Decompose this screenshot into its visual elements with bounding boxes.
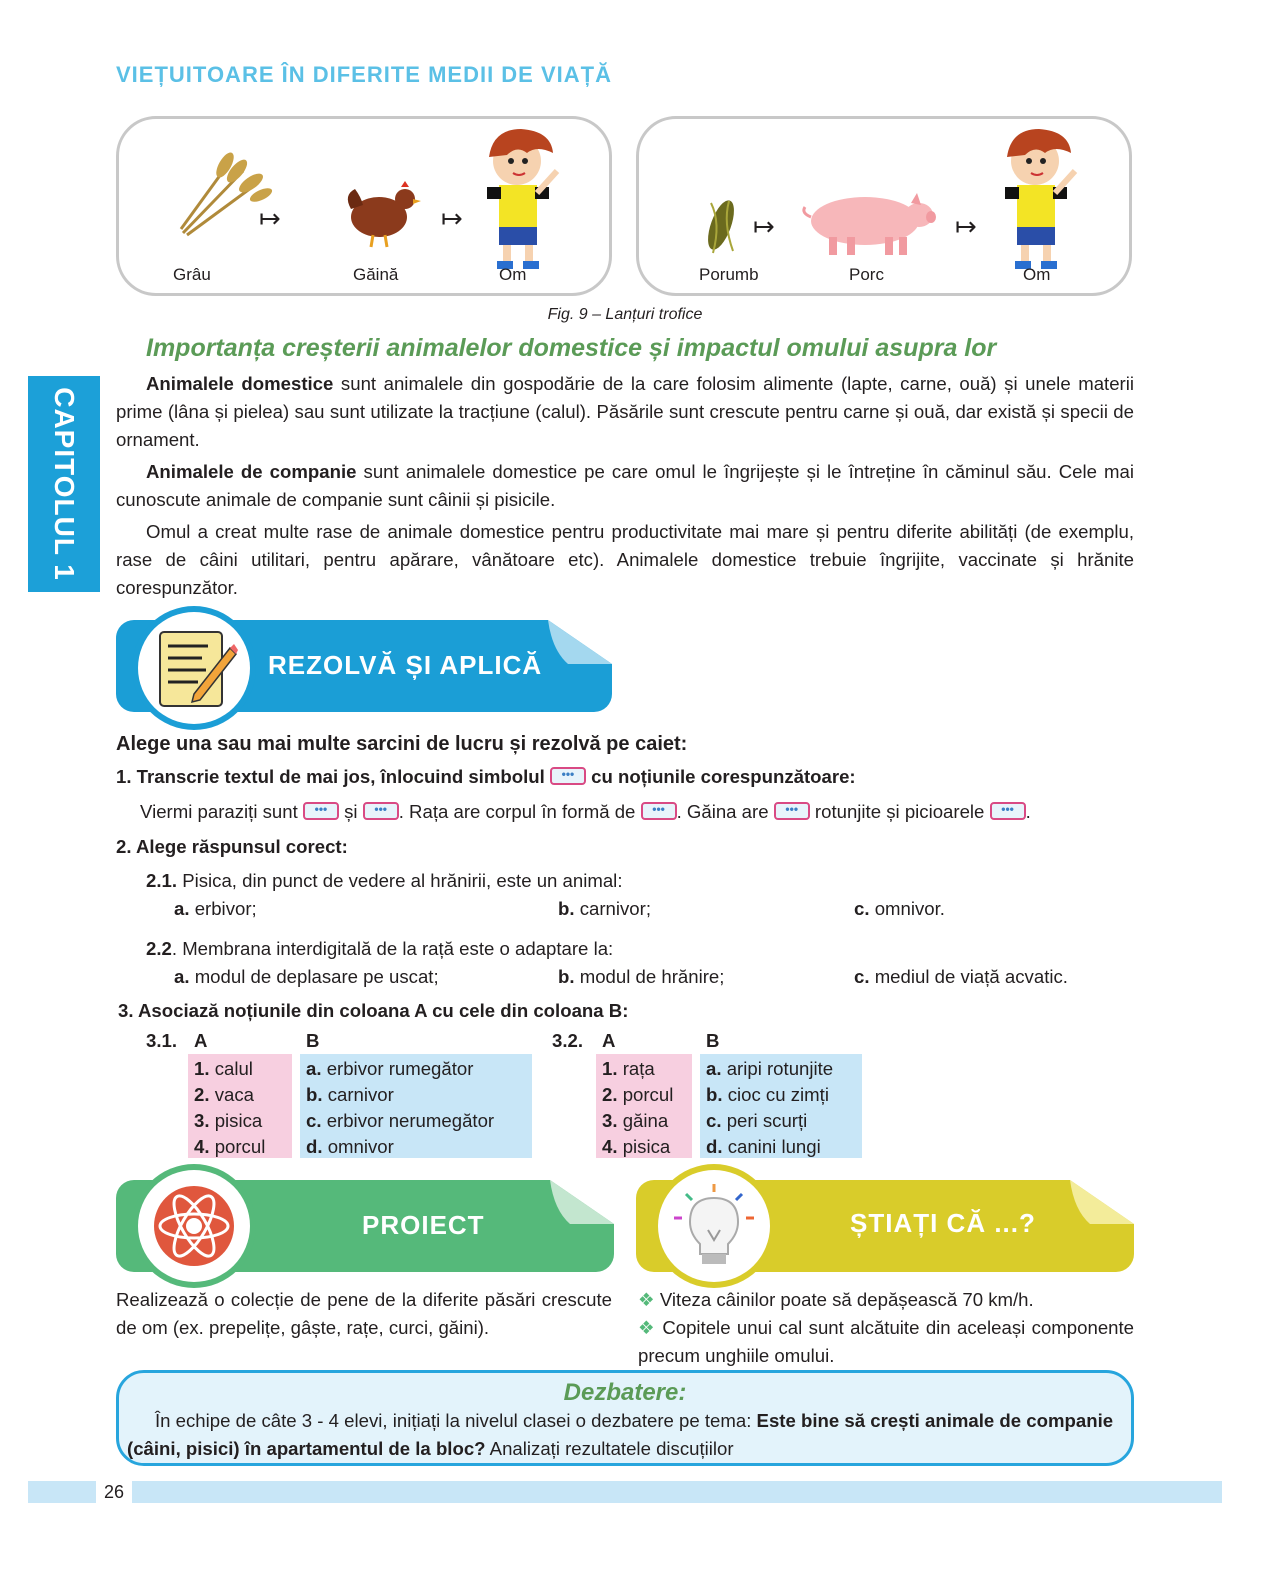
option-value: modul de hrănire; [579, 966, 725, 987]
page-fold [1070, 1180, 1134, 1224]
proiect-text: Realizează o colecție de pene de la diferite păsări crescute de om (ex. prepelițe, gâște, rațe, curci, găini). [116, 1289, 612, 1338]
notepad-pencil-icon [150, 624, 238, 712]
blank-symbol-icon: ••• [641, 802, 677, 820]
option-key: a. [174, 898, 190, 919]
page-number: 26 [96, 1479, 132, 1505]
pig-icon [799, 189, 939, 261]
chain-label: Grâu [173, 265, 211, 284]
list-item [638, 1314, 1134, 1370]
option-key: c. [854, 898, 870, 919]
question-text: . Membrana interdigitală de la rață este o adaptare la: [171, 938, 614, 959]
option-value: mediul de viață acvatic. [874, 966, 1068, 987]
task-1-text-part: rotunjite și picioarele [814, 801, 985, 822]
list-item: d. canini lungi [706, 1136, 821, 1157]
list-item: 2. porcul [602, 1084, 674, 1105]
chapter-tab-label: CAPITOLUL 1 [49, 387, 80, 581]
debate-text-part: În echipe de câte 3 - 4 elevi, inițiați la nivelul clasei o dezbatere pe tema: [155, 1410, 757, 1431]
food-chain-2 [636, 116, 1132, 296]
paragraph-text: Omul a creat multe rase de animale domestice pentru productivitate mai mare și pentru diferite abilități (de exemplu, rase de câini utilitari, pentru apărare, vânătoare etc). Animalele domestice trebuie îngrijite, vaccinate și hrănite corespunzător. [116, 521, 1134, 598]
paragraph-bold: Animalele domestice [146, 373, 334, 394]
list-item: 4. porcul [194, 1136, 266, 1157]
option-key: a. [174, 966, 190, 987]
column-a-head: A [602, 1030, 616, 1051]
debate-text [119, 1407, 1131, 1463]
stiati-list [638, 1286, 1134, 1370]
list-item: b. cioc cu zimți [706, 1084, 829, 1105]
task-1-text [140, 801, 1031, 823]
option [854, 966, 1068, 988]
paragraph-text: sunt animalele domestice pe care omul le îngrijește și le întreține în căminul său. Cele mai cunoscute animale de companie sunt câinii și pisicile. [116, 461, 1134, 510]
option [854, 898, 945, 920]
arrow-icon: ↦ [753, 211, 775, 241]
task-1-title-b: cu noțiunile corespunzătoare: [591, 766, 856, 787]
boy-icon [477, 127, 567, 275]
question-number: 2.1. [146, 870, 178, 891]
proiect-title: PROIECT [362, 1210, 485, 1240]
corn-icon [701, 193, 741, 257]
stiati-circle [652, 1164, 776, 1288]
section-title: Importanța creșterii animalelor domestice și impactul omului asupra lor [146, 334, 997, 362]
column-a-head: A [194, 1030, 208, 1051]
option [558, 898, 651, 920]
task-1-text-part: Viermi paraziți sunt [140, 801, 298, 822]
arrow-icon: ↦ [441, 203, 463, 233]
paragraph-bold: Animalele de companie [146, 461, 357, 482]
chain-label: Om [499, 265, 527, 284]
column-a-list [188, 1054, 271, 1162]
option-value: carnivor; [579, 898, 652, 919]
paragraph [116, 458, 1134, 514]
blank-symbol-icon: ••• [303, 802, 339, 820]
list-item: a. aripi rotunjite [706, 1058, 834, 1079]
list-item: a. erbivor rumegător [306, 1058, 474, 1079]
list-item: 1. rața [602, 1058, 655, 1079]
task-1-text-part: și [344, 801, 358, 822]
page-fold [548, 620, 612, 664]
question-number: 2.2 [146, 938, 172, 959]
figure-caption: Fig. 9 – Lanțuri trofice [547, 306, 703, 323]
column-b-list [300, 1054, 500, 1162]
blank-symbol-icon: ••• [550, 767, 586, 785]
task-1-text-part: . Găina are [676, 801, 769, 822]
option [174, 966, 439, 988]
list-item: 2. vaca [194, 1084, 254, 1105]
rezolva-title: REZOLVĂ ȘI APLICĂ [268, 650, 543, 680]
match-number: 3.1. [146, 1030, 178, 1051]
paragraph-text: sunt animalele din gospodărie de la care folosim alimente (lapte, carne, ouă) și unele materii prime (lâna și pielea) sau sunt utilizate la tracțiune (calul). Păsările sunt crescute pentru carne și ouă, dar există și specii de ornament. [116, 373, 1134, 450]
option [174, 898, 257, 920]
paragraph [116, 518, 1134, 602]
match-number: 3.2. [552, 1030, 584, 1051]
option-key: c. [854, 966, 870, 987]
task-1-text-part: . Rața are corpul în formă de [398, 801, 636, 822]
paragraph [116, 370, 1134, 454]
question-2-1 [146, 870, 622, 892]
list-item: 4. pisica [602, 1136, 671, 1157]
wheat-icon [173, 151, 273, 241]
list-item [638, 1286, 1134, 1314]
question-2-2 [146, 938, 613, 960]
diamond-bullet-icon: ❖ [638, 1289, 655, 1310]
chain-label: Om [1023, 265, 1051, 284]
blank-symbol-icon: ••• [990, 802, 1026, 820]
blank-symbol-icon: ••• [363, 802, 399, 820]
diamond-bullet-icon: ❖ [638, 1317, 656, 1338]
chain-label: Porc [849, 265, 884, 284]
boy-icon [995, 127, 1085, 275]
footer-bar [28, 1481, 1222, 1503]
atom-icon [146, 1178, 242, 1274]
list-item-text: Copitele unui cal sunt alcătuite din aceleași componente precum unghiile omului. [638, 1317, 1135, 1366]
proiect-circle [132, 1164, 256, 1288]
arrow-icon: ↦ [259, 203, 281, 233]
column-b-head: B [706, 1030, 720, 1051]
list-item: 1. calul [194, 1058, 253, 1079]
rezolva-circle [132, 606, 256, 730]
task-1-title [116, 766, 856, 788]
list-item: c. erbivor nerumegător [306, 1110, 495, 1131]
proiect-banner [116, 1180, 614, 1272]
question-text: Pisica, din punct de vedere al hrănirii, este un animal: [182, 870, 623, 891]
stiati-title: ȘTIAȚI CĂ ...? [850, 1208, 1036, 1238]
arrow-icon: ↦ [955, 211, 977, 241]
list-item: 3. pisica [194, 1110, 263, 1131]
list-item: c. peri scurți [706, 1110, 808, 1131]
food-chain-1 [116, 116, 612, 296]
option-value: omnivor. [874, 898, 945, 919]
option-value: modul de deplasare pe uscat; [194, 966, 439, 987]
list-item: 3. găina [602, 1110, 669, 1131]
task-3-title: 3. Asociază noțiunile din coloana A cu cele din coloana B: [118, 1000, 629, 1021]
rezolva-banner [116, 620, 612, 712]
task-1-title-a: 1. Transcrie textul de mai jos, înlocuind simbolul [116, 766, 545, 787]
list-item: b. carnivor [306, 1084, 394, 1105]
option-value: erbivor; [194, 898, 257, 919]
debate-text-part: Analizați rezultatele discuțiilor [485, 1438, 734, 1459]
chapter-tab [28, 376, 100, 592]
option [558, 966, 724, 988]
debate-text-bold: Este bine să crești animale de companie (câini, pisici) în apartamentul de la bloc? [127, 1410, 1114, 1459]
column-b-head: B [306, 1030, 320, 1051]
hen-icon [343, 179, 423, 249]
page-header-title: VIEȚUITOARE ÎN DIFERITE MEDII DE VIAȚĂ [116, 62, 612, 87]
option-key: b. [558, 966, 575, 987]
task-2-title: 2. Alege răspunsul corect: [116, 836, 348, 857]
lightbulb-icon [666, 1178, 762, 1274]
debate-box [116, 1370, 1134, 1466]
option-key: b. [558, 898, 575, 919]
stiati-banner [636, 1180, 1134, 1272]
list-item: d. omnivor [306, 1136, 394, 1157]
chain-label: Porumb [699, 265, 759, 284]
list-item-text: Viteza câinilor poate să depășească 70 km/h. [659, 1289, 1034, 1310]
column-b-list [700, 1054, 839, 1162]
page-fold [550, 1180, 614, 1224]
blank-symbol-icon: ••• [774, 802, 810, 820]
debate-title: Dezbatere: [563, 1379, 687, 1406]
task-1-text-part: . [1025, 801, 1031, 822]
tasks-intro: Alege una sau mai multe sarcini de lucru și rezolvă pe caiet: [116, 733, 688, 755]
chain-label: Găină [353, 265, 399, 284]
column-a-list [596, 1054, 679, 1162]
